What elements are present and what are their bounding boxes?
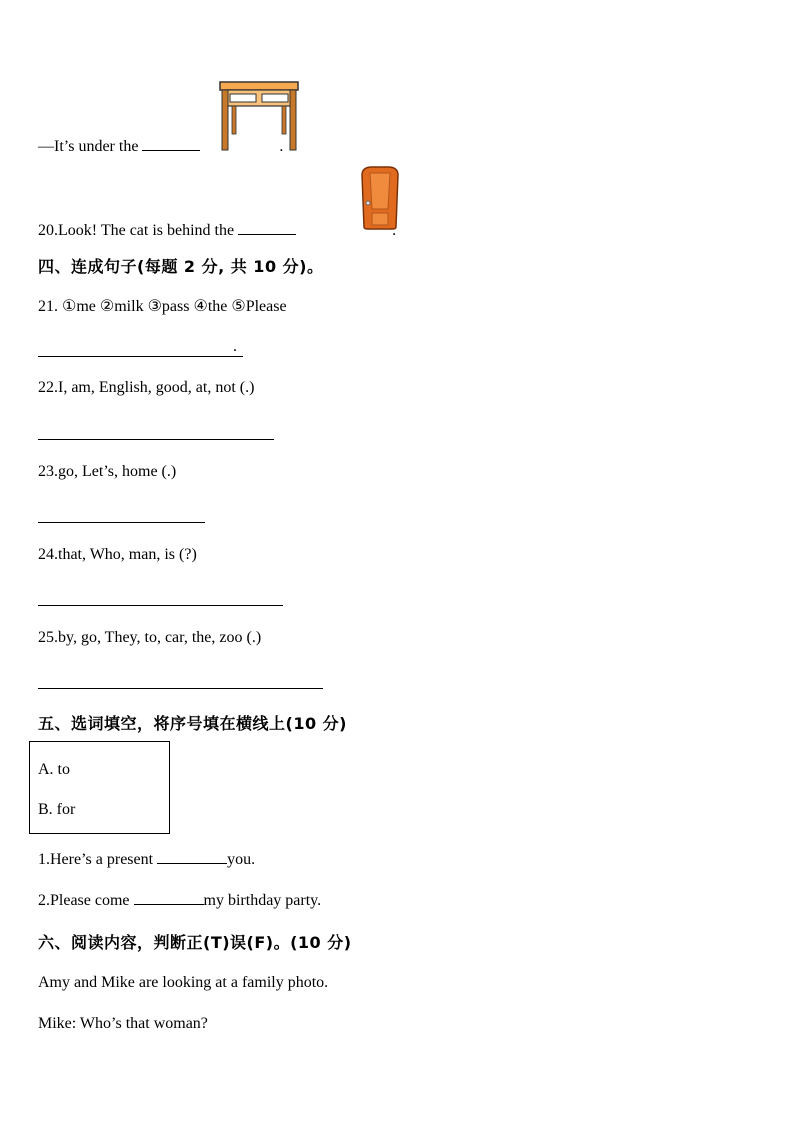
answer-blank[interactable] xyxy=(142,136,200,151)
question-21: 21. ①me ②milk ③pass ④the ⑤Please xyxy=(38,298,287,315)
fill-question-2-suffix: my birthday party. xyxy=(203,892,322,909)
answer-line-21[interactable] xyxy=(38,355,243,357)
question-22: 22.I, am, English, good, at, not (.) xyxy=(38,379,255,396)
answer-blank[interactable] xyxy=(238,220,296,235)
fill-question-2-text: 2.Please come xyxy=(38,892,134,909)
question-19-answer-line xyxy=(38,136,283,156)
section-5-heading: 五、选词填空，将序号填在横线上(10 分) xyxy=(38,714,347,733)
answer-blank[interactable] xyxy=(134,890,204,905)
answer-line-25[interactable] xyxy=(38,687,323,689)
reading-line-2: Mike: Who’s that woman? xyxy=(38,1015,208,1032)
option-b: B. for xyxy=(38,801,76,818)
question-20-text: 20.Look! The cat is behind the xyxy=(38,222,239,239)
period: . xyxy=(392,222,397,239)
answer-line-22[interactable] xyxy=(38,438,274,440)
period: . xyxy=(279,138,284,155)
question-24: 24.that, Who, man, is (?) xyxy=(38,546,197,563)
question-25: 25.by, go, They, to, car, the, zoo (.) xyxy=(38,629,262,646)
section-6-heading: 六、阅读内容，判断正(T)误(F)。(10 分) xyxy=(38,933,352,952)
word-options-box xyxy=(29,741,170,834)
answer-line-24[interactable] xyxy=(38,604,283,606)
fill-question-2 xyxy=(38,890,321,910)
fill-question-1-suffix: you. xyxy=(227,851,256,868)
question-20 xyxy=(38,220,396,240)
answer-21-suffix: . xyxy=(233,338,237,355)
fill-question-1-text: 1.Here’s a present xyxy=(38,851,158,868)
fill-question-1 xyxy=(38,849,255,869)
answer-line-23[interactable] xyxy=(38,521,205,523)
answer-blank[interactable] xyxy=(157,849,227,864)
reading-line-1: Amy and Mike are looking at a family photo. xyxy=(38,974,329,991)
section-4-heading: 四、连成句子(每题 2 分, 共 10 分)。 xyxy=(38,257,324,276)
option-a: A. to xyxy=(38,761,70,778)
question-19-text: —It’s under the xyxy=(38,138,143,155)
question-23: 23.go, Let’s, home (.) xyxy=(38,463,177,480)
